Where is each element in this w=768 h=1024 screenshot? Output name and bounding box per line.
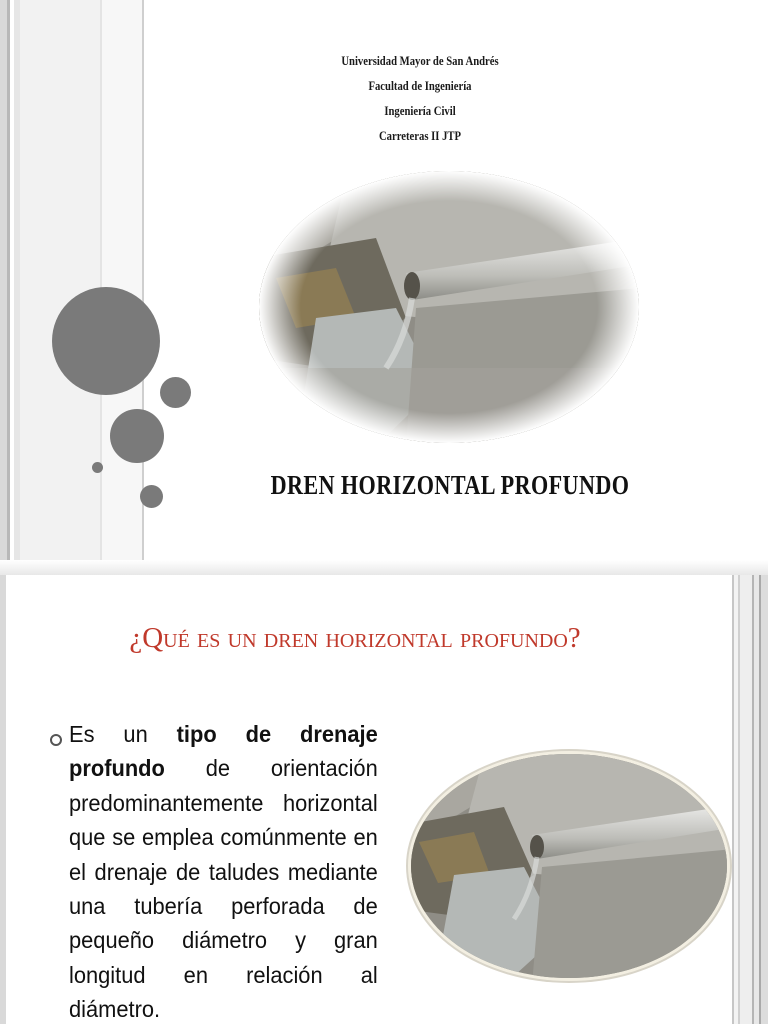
decorative-stripes: [0, 0, 148, 575]
slide-border: [0, 575, 6, 1024]
institution-header: [281, 48, 560, 148]
slide-title: ¿Qué es un dren horizontal profundo?: [129, 622, 581, 654]
decorative-circle: [110, 409, 164, 463]
paragraph-text: Es un: [69, 721, 177, 747]
paragraph-text: de orientación predominantemente horizontal que se emplea comúnmente en el drenaje de taludes mediante una tubería perforada de pequeño diámetro y gran longitud en relación al diámetro.: [69, 755, 378, 1023]
slide-divider: [0, 560, 768, 575]
slide-2: [0, 575, 768, 1024]
course-name: Carreteras II JTP: [378, 128, 462, 143]
department-name: Ingeniería Civil: [384, 103, 456, 118]
drain-pipe-photo: [404, 747, 734, 985]
university-name: Universidad Mayor de San Andrés: [341, 53, 499, 68]
faculty-name: Facultad de Ingeniería: [368, 78, 472, 93]
bullet-icon: [50, 734, 62, 746]
drain-pipe-photo: [256, 168, 642, 446]
decorative-circle: [140, 485, 163, 508]
definition-paragraph: [69, 717, 378, 1024]
decorative-circle: [52, 287, 160, 395]
paragraph-bold-text: tipo de drenaje profundo: [69, 721, 378, 782]
decorative-stripes: [730, 575, 768, 1024]
slide-title: DREN HORIZONTAL PROFUNDO: [270, 470, 630, 500]
decorative-circle: [160, 377, 191, 408]
decorative-circle: [92, 462, 103, 473]
